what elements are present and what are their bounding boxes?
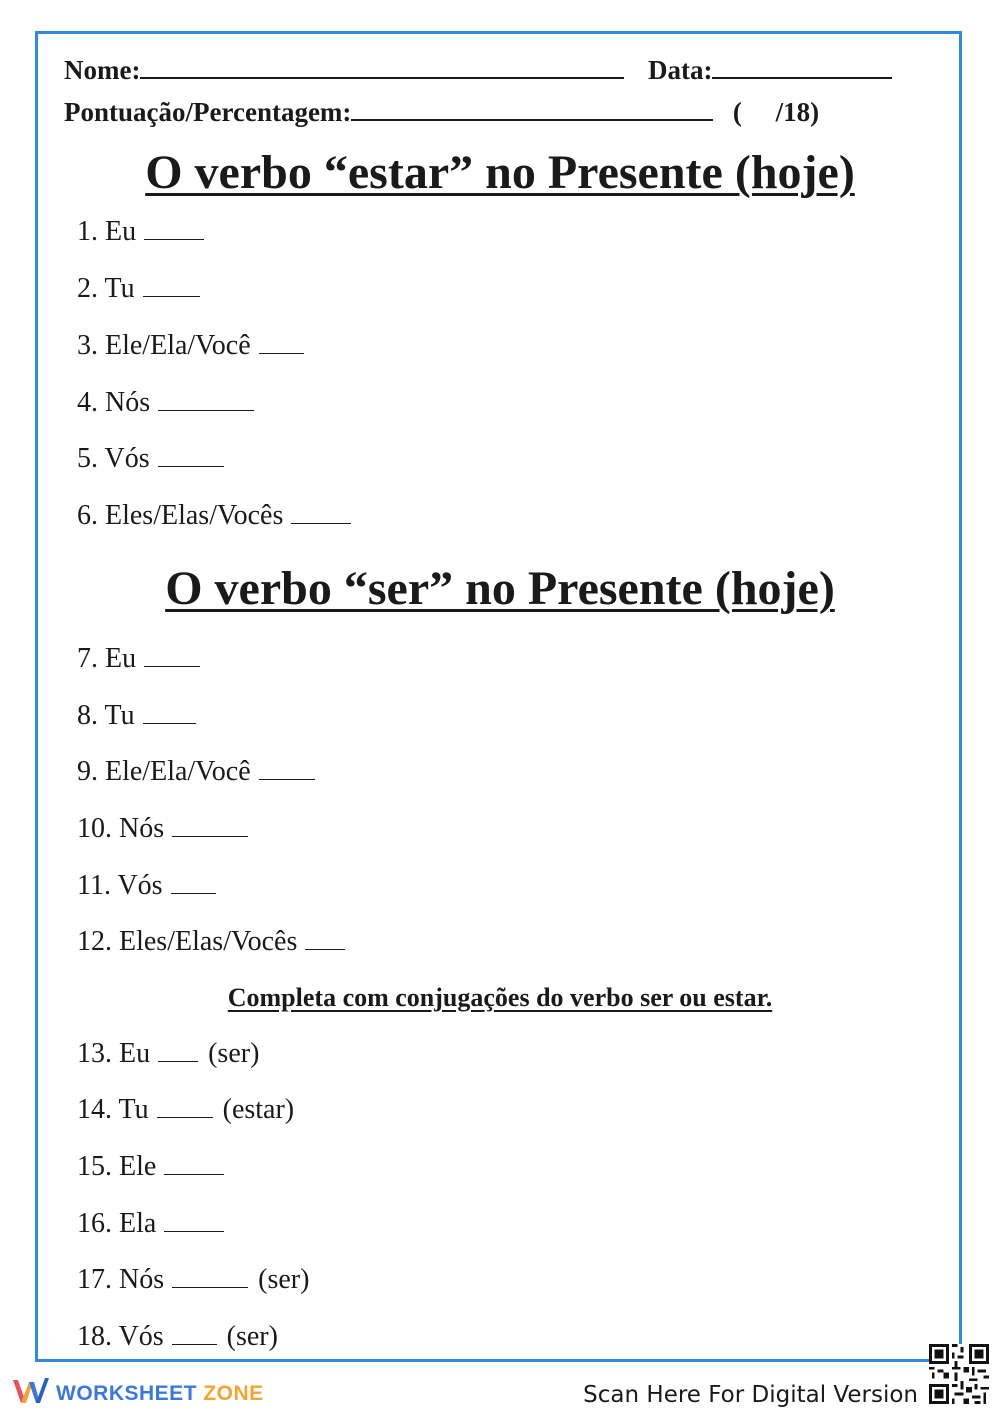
logo-text: WORKSHEET ZONE — [56, 1381, 264, 1405]
scan-text: Scan Here For Digital Version — [583, 1382, 918, 1408]
verb-hint: (ser) — [258, 1264, 310, 1295]
item-label: 16. Ela — [77, 1208, 157, 1239]
qr-code-icon[interactable] — [929, 1344, 989, 1404]
score-total: ( /18) — [732, 97, 820, 127]
answer-blank[interactable] — [158, 446, 224, 467]
answer-blank[interactable] — [158, 1041, 198, 1062]
item-label: 3. Ele/Ela/Você — [77, 330, 251, 361]
exercise-item-14 — [77, 1094, 294, 1126]
exercise-item-16 — [77, 1208, 224, 1240]
answer-blank[interactable] — [172, 1267, 248, 1288]
answer-blank[interactable] — [171, 873, 216, 894]
exercise-item-17 — [77, 1264, 309, 1296]
section-title-ser: O verbo “ser” no Presente (hoje) — [165, 562, 835, 615]
answer-blank[interactable] — [305, 929, 345, 950]
item-label: 5. Vós — [77, 443, 150, 474]
item-label: 17. Nós — [77, 1264, 165, 1295]
verb-hint: (estar) — [222, 1094, 295, 1125]
exercise-item-5 — [77, 443, 224, 475]
date-label: Data: — [647, 55, 713, 85]
answer-blank[interactable] — [143, 276, 200, 297]
answer-blank[interactable] — [259, 333, 304, 354]
date-field[interactable] — [712, 55, 892, 79]
exercise-item-15 — [77, 1151, 224, 1183]
item-label: 10. Nós — [77, 813, 165, 844]
worksheet-zone-logo[interactable] — [12, 1376, 264, 1411]
item-label: 15. Ele — [77, 1151, 157, 1182]
footer — [0, 1368, 1000, 1416]
answer-blank[interactable] — [259, 759, 315, 780]
name-field[interactable] — [140, 55, 624, 79]
answer-blank[interactable] — [172, 1324, 217, 1345]
name-label: Nome: — [64, 55, 141, 85]
answer-blank[interactable] — [158, 390, 254, 411]
logo-w-icon — [12, 1376, 50, 1411]
exercise-item-12 — [77, 926, 345, 958]
answer-blank[interactable] — [172, 816, 248, 837]
verb-hint: (ser) — [226, 1321, 278, 1352]
exercise-item-4 — [77, 387, 254, 419]
answer-blank[interactable] — [157, 1097, 213, 1118]
name-date-row — [64, 55, 892, 86]
item-label: 4. Nós — [77, 387, 151, 418]
exercise-item-10 — [77, 813, 248, 845]
exercise-item-6 — [77, 500, 351, 532]
answer-blank[interactable] — [144, 219, 204, 240]
section-title-estar: O verbo “estar” no Presente (hoje) — [145, 146, 855, 199]
item-label: 1. Eu — [77, 216, 137, 247]
item-label: 7. Eu — [77, 643, 137, 674]
answer-blank[interactable] — [143, 703, 196, 724]
exercise-item-7 — [77, 643, 200, 675]
score-label: Pontuação/Percentagem: — [64, 97, 352, 127]
answer-blank[interactable] — [164, 1211, 224, 1232]
exercise-item-18 — [77, 1321, 278, 1353]
exercise-item-9 — [77, 756, 315, 788]
item-label: 9. Ele/Ela/Você — [77, 756, 251, 787]
score-field[interactable] — [351, 97, 713, 121]
answer-blank[interactable] — [291, 503, 351, 524]
exercise-item-8 — [77, 700, 196, 732]
answer-blank[interactable] — [144, 646, 200, 667]
item-label: 8. Tu — [77, 700, 135, 731]
instruction-title: Completa com conjugações do verbo ser ou estar. — [227, 983, 773, 1012]
verb-hint: (ser) — [208, 1038, 260, 1069]
answer-blank[interactable] — [164, 1154, 224, 1175]
item-label: 2. Tu — [77, 273, 135, 304]
exercise-item-11 — [77, 870, 216, 902]
item-label: 14. Tu — [77, 1094, 149, 1125]
exercise-item-2 — [77, 273, 200, 305]
item-label: 11. Vós — [77, 870, 163, 901]
exercise-item-1 — [77, 216, 204, 248]
item-label: 18. Vós — [77, 1321, 164, 1352]
exercise-item-13 — [77, 1038, 259, 1070]
score-row — [64, 97, 819, 128]
exercise-item-3 — [77, 330, 304, 362]
item-label: 12. Eles/Elas/Vocês — [77, 926, 298, 957]
item-label: 6. Eles/Elas/Vocês — [77, 500, 284, 531]
item-label: 13. Eu — [77, 1038, 151, 1069]
